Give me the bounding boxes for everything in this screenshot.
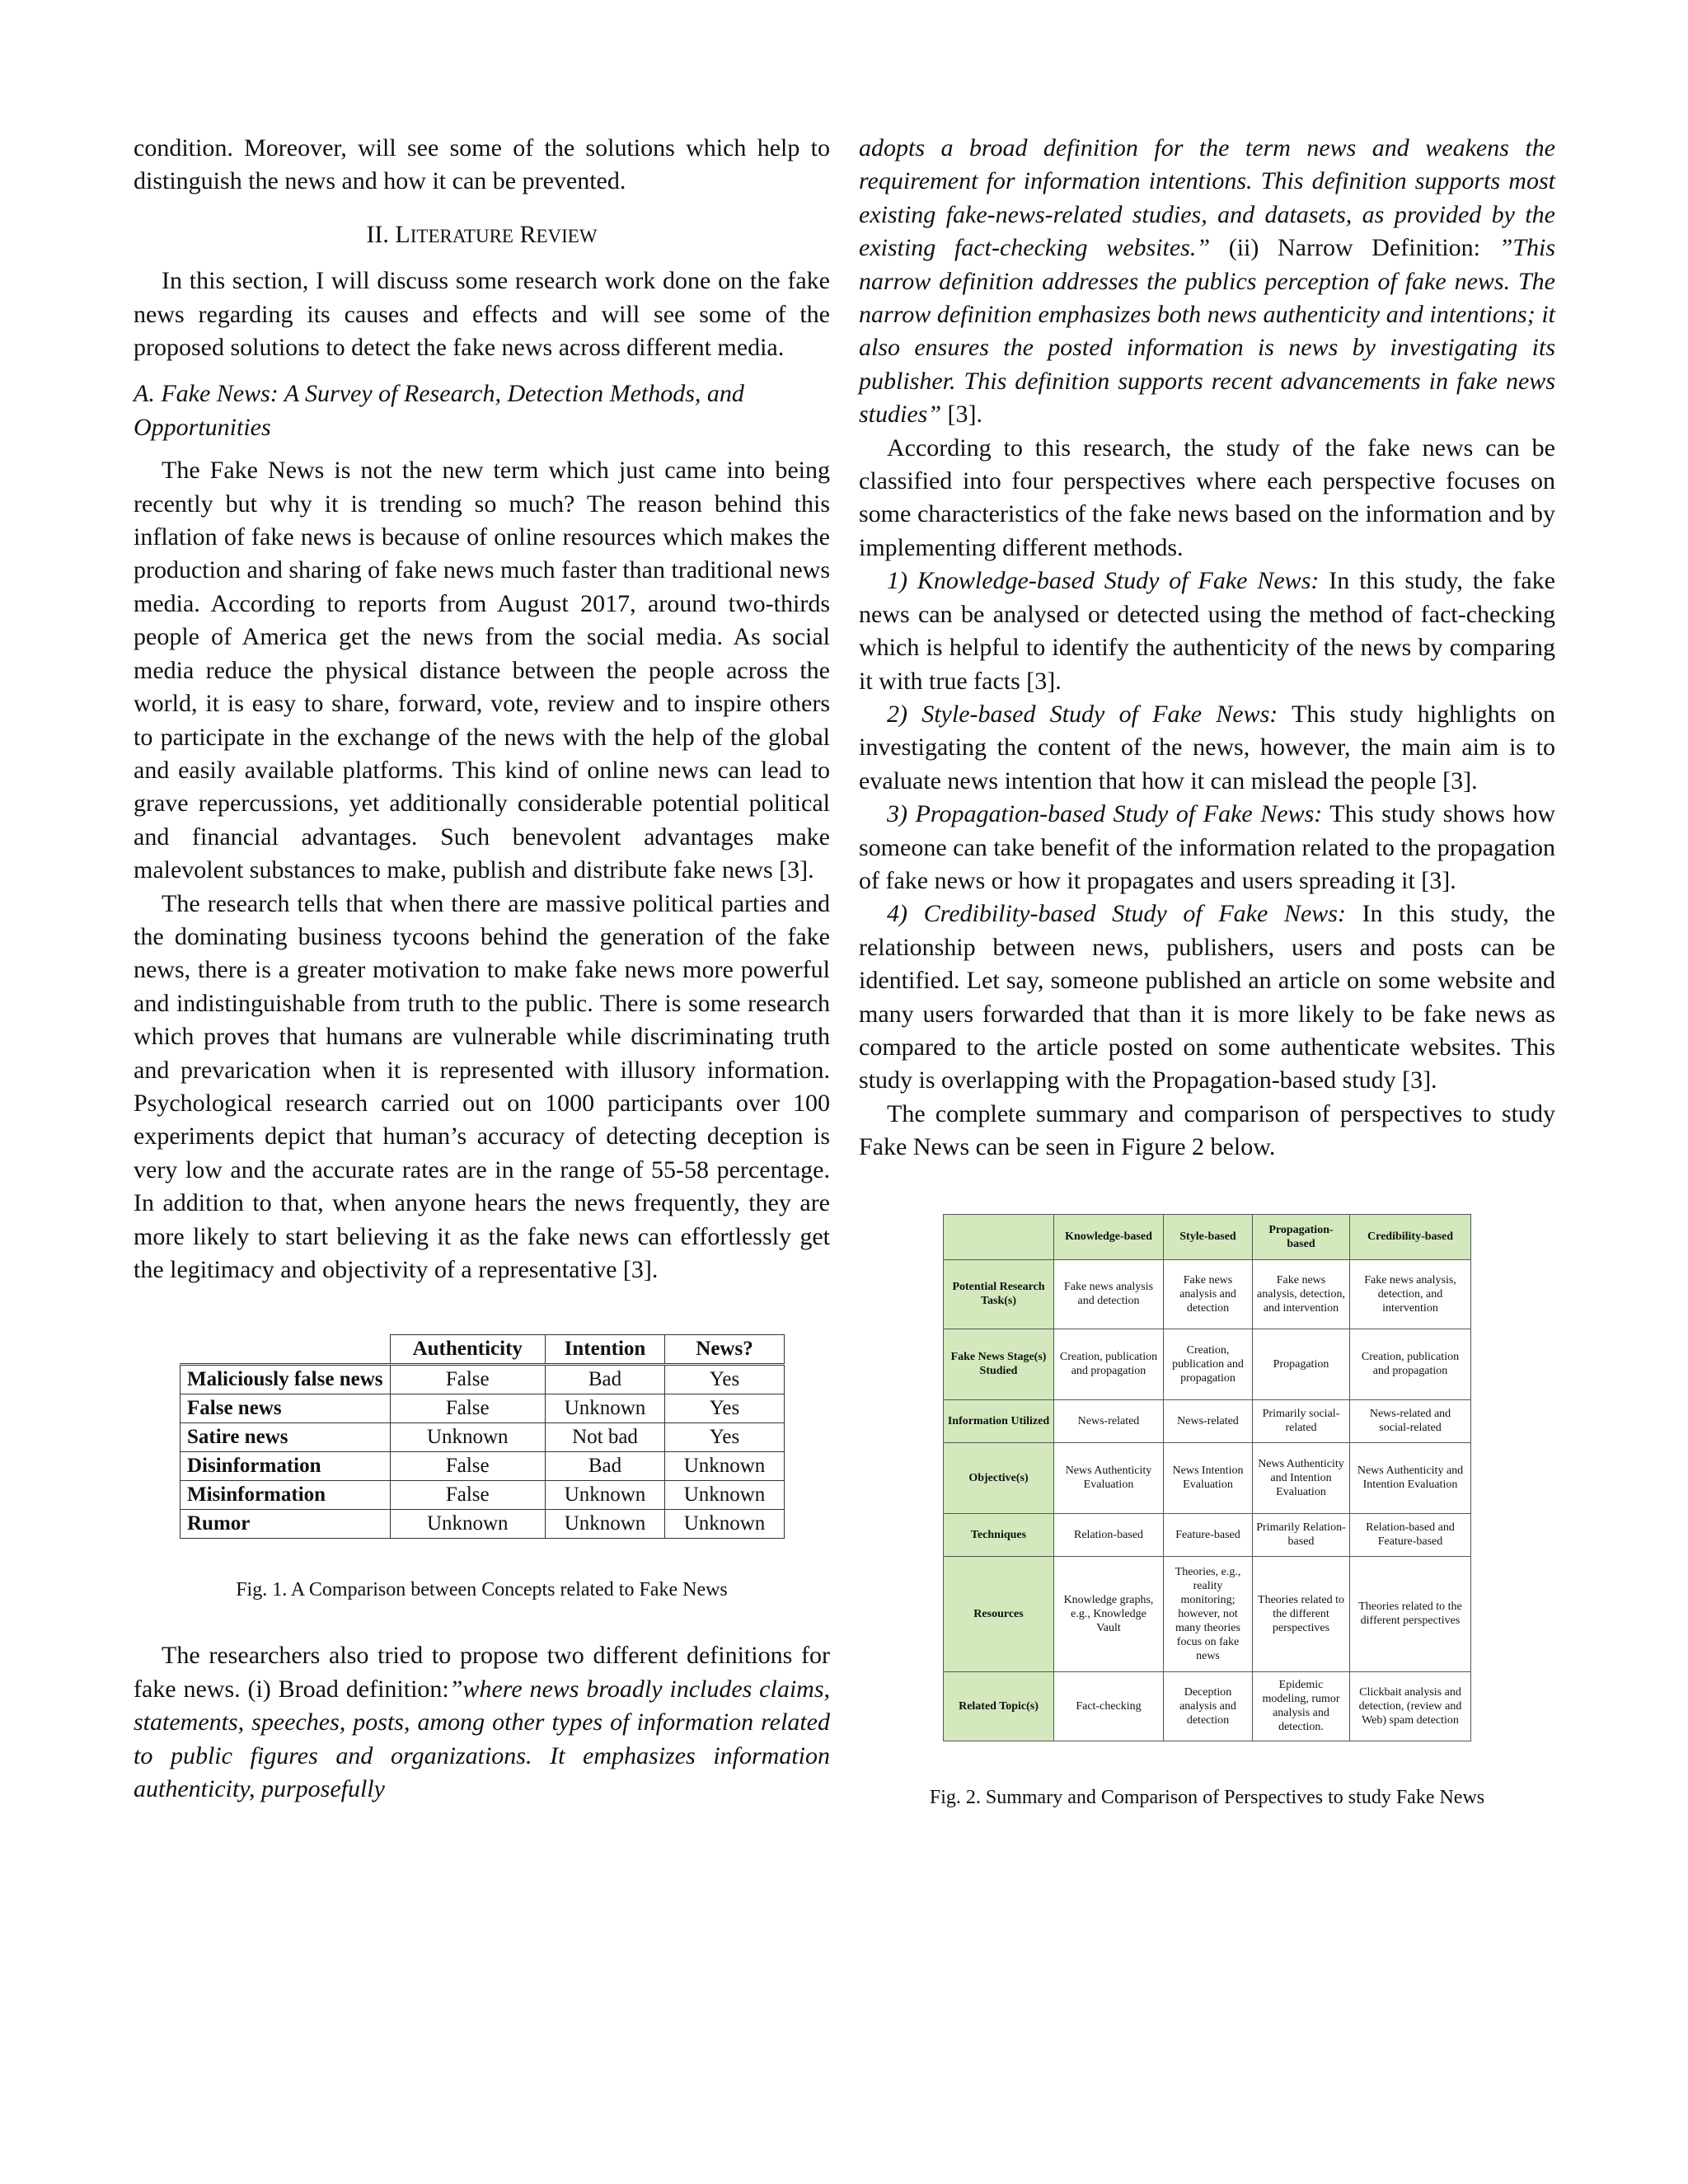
knowledge-based-text: In this study, the fake news can be analysed or detected using the method of fact-checking which is helpful to identify the authenticity of the news by comparing it with true facts [3]. [859, 567, 1555, 695]
table-cell: Unknown [665, 1510, 785, 1539]
table-cell: Theories, e.g., reality monitoring; however, not many theories focus on fake news [1164, 1556, 1253, 1671]
row-label: Disinformation [181, 1452, 391, 1481]
row-label: Maliciously false news [181, 1365, 391, 1394]
table-cell: Creation, publication and propagation [1350, 1329, 1471, 1399]
concepts-table [180, 1334, 785, 1539]
table-cell: Knowledge graphs, e.g., Knowledge Vault [1054, 1556, 1164, 1671]
style-based-heading: 2) Style-based Study of Fake News: [887, 700, 1278, 728]
column-header: Knowledge-based [1054, 1214, 1164, 1259]
table-cell: Clickbait analysis and detection, (review and Web) spam detection [1350, 1671, 1471, 1741]
figure-1 [180, 1334, 785, 1539]
perspectives-table [943, 1214, 1471, 1741]
paragraph-knowledge-based [859, 565, 1555, 698]
row-label: Misinformation [181, 1481, 391, 1510]
paragraph-fake-news-trend: The Fake News is not the new term which just came into being recently but why it is trending so much? The reason behind this inflation of fake news is because of online resources which makes the production and sharing of fake news much faster than traditional news media. According to reports from August 2017, around two-thirds people of America get the news from the social media. As social media reduce the physical distance between the people across the world, it is easy to share, forward, vote, review and to inspire others to participate in the exchange of the news with the help of the global and easily available platforms. This kind of online news can lead to grave repercussions, yet additionally considerable potential political and financial advantages. Such benevolent advantages make malevolent substances to make, publish and distribute fake news [3]. [134, 457, 830, 884]
table-cell: Fake news analysis and detection [1054, 1259, 1164, 1329]
style-based-text: This study highlights on investigating the content of the news, however, the main aim is to evaluate news intention that how it can mislead the people [3]. [859, 700, 1555, 794]
row-label: Information Utilized [944, 1399, 1054, 1442]
table-cell: Deception analysis and detection [1164, 1671, 1253, 1741]
table-cell: Unknown [546, 1481, 665, 1510]
paragraph-figure-2-ref: The complete summary and comparison of perspectives to study Fake News can be seen in Figure 2 below. [859, 1099, 1555, 1161]
row-label: Rumor [181, 1510, 391, 1539]
table-cell: Unknown [665, 1452, 785, 1481]
figure-2-caption: Fig. 2. Summary and Comparison of Perspectives to study Fake News [929, 1786, 1485, 1808]
row-label: Techniques [944, 1513, 1054, 1556]
column-header: Propagation-based [1253, 1214, 1350, 1259]
table-cell: Unknown [390, 1423, 546, 1452]
paragraph-perspectives: According to this research, the study of the fake news can be classified into four perspectives where each perspective focuses on some characteristics of the fake news based on the information and by implementing different methods. [859, 434, 1555, 561]
table-header-row [944, 1214, 1471, 1259]
column-header: Credibility-based [1350, 1214, 1471, 1259]
paragraph-definitions-cont [859, 132, 1555, 432]
paragraph-definitions [134, 1639, 830, 1806]
table-cell: False [390, 1365, 546, 1394]
row-label: Related Topic(s) [944, 1671, 1054, 1741]
column-header: Authenticity [390, 1335, 546, 1365]
propagation-based-heading: 3) Propagation-based Study of Fake News: [887, 800, 1323, 828]
table-cell: Fact-checking [1054, 1671, 1164, 1741]
row-label: Objective(s) [944, 1442, 1054, 1513]
definitions-lead: The researchers also tried to propose two different definitions for fake news. (i) Broad definition: [134, 1642, 830, 1703]
table-cell: Creation, publication and propagation [1054, 1329, 1164, 1399]
right-column [859, 132, 1555, 1811]
row-label: Potential Research Task(s) [944, 1259, 1054, 1329]
knowledge-based-heading: 1) Knowledge-based Study of Fake News: [887, 567, 1320, 595]
paragraph-research-motivation: The research tells that when there are massive political parties and the dominating business tycoons behind the generation of the fake news, there is a greater motivation to make fake news more powerful and indistinguishable from truth to the public. There is some research which proves that humans are vulnerable while discriminating truth and prevarication when it is represented with illusory information. Psychological research carried out on 1000 participants over 100 experiments depict that human’s accuracy of detecting deception is very low and the accurate rates are in the range of 55-58 percentage. In addition to that, when anyone hears the news frequently, they are more likely to start believing it as the fake news can effortlessly get the legitimacy and objectivity of a representative [3]. [134, 889, 830, 1283]
table-row [944, 1399, 1471, 1442]
column-header: Style-based [1164, 1214, 1253, 1259]
row-label: Resources [944, 1556, 1054, 1671]
table-cell: Fake news analysis, detection, and intervention [1350, 1259, 1471, 1329]
table-cell: Creation, publication and propagation [1164, 1329, 1253, 1399]
table-cell: News-related [1164, 1399, 1253, 1442]
table-corner [944, 1214, 1054, 1259]
section-heading [134, 218, 830, 253]
table-row [181, 1452, 785, 1481]
section-title-smallcaps: ITERATURE [410, 225, 513, 246]
row-label: Fake News Stage(s) Studied [944, 1329, 1054, 1399]
table-row [944, 1671, 1471, 1741]
table-cell: Propagation [1253, 1329, 1350, 1399]
table-row [181, 1481, 785, 1510]
table-cell: Feature-based [1164, 1513, 1253, 1556]
table-cell: Bad [546, 1452, 665, 1481]
table-row [944, 1556, 1471, 1671]
section-title-initial: R [513, 220, 537, 248]
table-cell: Relation-based and Feature-based [1350, 1513, 1471, 1556]
table-cell: News Authenticity Evaluation [1054, 1442, 1164, 1513]
table-cell: Fake news analysis and detection [1164, 1259, 1253, 1329]
table-cell: News-related [1054, 1399, 1164, 1442]
table-cell: Bad [546, 1365, 665, 1394]
table-cell: Unknown [546, 1510, 665, 1539]
section-number: II. [366, 220, 389, 248]
table-cell: Not bad [546, 1423, 665, 1452]
left-column [134, 132, 830, 1806]
table-row [944, 1329, 1471, 1399]
table-row [181, 1365, 785, 1394]
table-cell: Primarily Relation-based [1253, 1513, 1350, 1556]
table-cell: False [390, 1452, 546, 1481]
credibility-based-heading: 4) Credibility-based Study of Fake News: [887, 900, 1346, 928]
table-row [181, 1510, 785, 1539]
table-header-row [181, 1335, 785, 1365]
table-cell: News Intention Evaluation [1164, 1442, 1253, 1513]
table-cell: News-related and social-related [1350, 1399, 1471, 1442]
narrow-definition-quote: ”This narrow definition addresses the publics perception of fake news. The narrow definition emphasizes both news authenticity and intentions; it also ensures the posted information is news by investigating its publisher. This definition supports recent advancements in fake news studies” [859, 234, 1555, 429]
table-row [181, 1423, 785, 1452]
subsection-heading: A. Fake News: A Survey of Research, Detection Methods, and Opportunities [134, 380, 744, 441]
figure-1-caption: Fig. 1. A Comparison between Concepts related to Fake News [236, 1579, 728, 1601]
section-title-smallcaps: EVIEW [536, 225, 598, 246]
table-cell: Yes [665, 1365, 785, 1394]
table-cell: Theories related to the different perspectives [1350, 1556, 1471, 1671]
table-corner [181, 1335, 391, 1365]
table-cell: News Authenticity and Intention Evaluation [1253, 1442, 1350, 1513]
table-cell: Relation-based [1054, 1513, 1164, 1556]
paragraph-intro-end: condition. Moreover, will see some of the solutions which help to distinguish the news and how it can be prevented. [134, 134, 830, 195]
row-label: Satire news [181, 1423, 391, 1452]
table-cell: Unknown [390, 1510, 546, 1539]
paragraph-propagation-based [859, 798, 1555, 898]
table-cell: Primarily social-related [1253, 1399, 1350, 1442]
broad-definition-quote-cont: adopts a broad definition for the term news and weakens the requirement for information intentions. This definition supports most existing fake-news-related studies, and datasets, as provided by the existing fact-checking websites.” [859, 134, 1555, 262]
section-title-initial: L [395, 220, 410, 248]
table-row [944, 1513, 1471, 1556]
column-header: Intention [546, 1335, 665, 1365]
table-cell: Unknown [665, 1481, 785, 1510]
row-label: False news [181, 1394, 391, 1423]
broad-definition-quote: ”where news broadly includes claims, statements, speeches, posts, among other types of information related to public figures and organizations. It emphasizes information authenticity, purposefully [134, 1675, 831, 1803]
citation: [3]. [941, 401, 983, 429]
paragraph-section-intro: In this section, I will discuss some research work done on the fake news regarding its causes and effects and will see some of the proposed solutions to detect the fake news across different media. [134, 267, 830, 362]
table-row [944, 1259, 1471, 1329]
propagation-based-text: This study shows how someone can take benefit of the information related to the propagation of fake news or how it propagates and users spreading it [3]. [859, 800, 1556, 894]
credibility-based-text: In this study, the relationship between news, publishers, users and posts can be identified. Let say, someone published an article on some website and many users forwarded that than it is more likely to be fake news as compared to the article posted on some authenticate websites. This study is overlapping with the Propagation-based study [3]. [859, 900, 1555, 1094]
figure-2 [943, 1214, 1470, 1741]
table-cell: News Authenticity and Intention Evaluation [1350, 1442, 1471, 1513]
table-cell: Yes [665, 1423, 785, 1452]
table-cell: Yes [665, 1394, 785, 1423]
paragraph-credibility-based [859, 898, 1555, 1097]
table-row [181, 1394, 785, 1423]
table-cell: Fake news analysis, detection, and intervention [1253, 1259, 1350, 1329]
narrow-definition-lead: (ii) Narrow Definition: [1210, 234, 1499, 262]
paragraph-style-based [859, 698, 1555, 798]
table-cell: False [390, 1394, 546, 1423]
column-header: News? [665, 1335, 785, 1365]
table-cell: Unknown [546, 1394, 665, 1423]
table-cell: Theories related to the different perspectives [1253, 1556, 1350, 1671]
table-row [944, 1442, 1471, 1513]
table-cell: False [390, 1481, 546, 1510]
table-cell: Epidemic modeling, rumor analysis and detection. [1253, 1671, 1350, 1741]
